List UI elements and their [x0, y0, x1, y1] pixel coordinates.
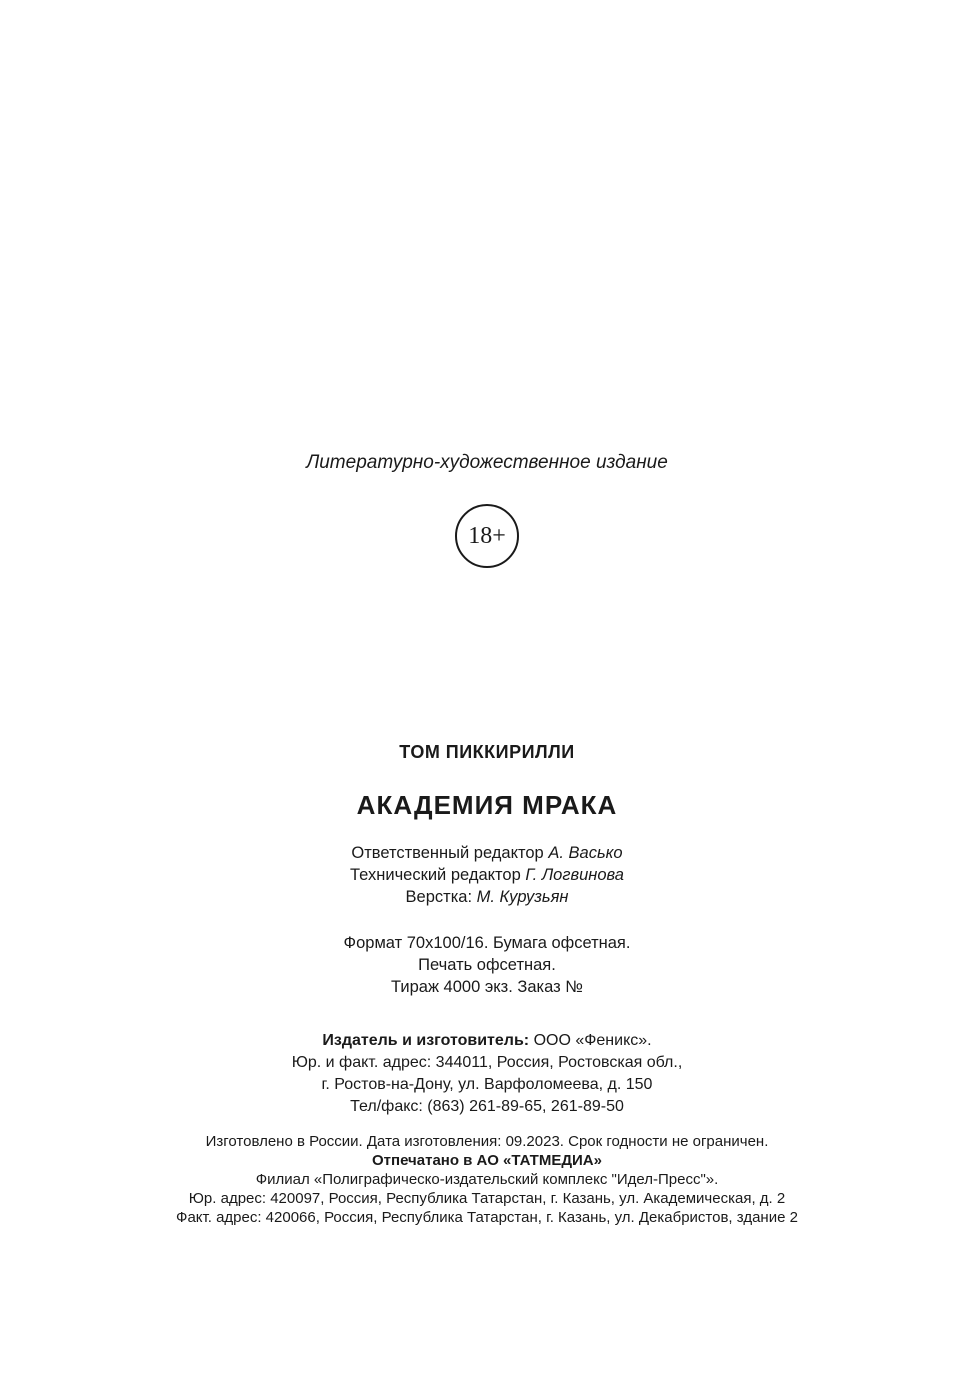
genre-label: Литературно-художественное издание [306, 452, 668, 473]
credit-person: Г. Логвинова [525, 866, 624, 884]
publisher-address: г. Ростов-на-Дону, ул. Варфоломеева, д. 150 [321, 1076, 653, 1093]
printed-by-line: Отпечатано в АО «ТАТМЕДИА» [372, 1152, 602, 1169]
publisher-name: ООО «Феникс». [533, 1032, 652, 1049]
credit-person: А. Васько [548, 844, 623, 862]
author-name: ТОМ ПИККИРИЛЛИ [399, 742, 575, 762]
age-rating-badge [455, 504, 519, 568]
credit-role: Верстка: [405, 888, 473, 906]
printer-block [0, 1132, 974, 1227]
publisher-address: Юр. и факт. адрес: 344011, Россия, Ростовская обл., [291, 1054, 683, 1071]
credit-line [0, 842, 974, 864]
printer-line: Филиал «Полиграфическо-издательский комплекс "Идел-Пресс"». [255, 1171, 719, 1188]
credits-block [0, 842, 974, 908]
age-rating-text: 18+ [468, 522, 506, 549]
credit-line [0, 864, 974, 886]
spec-line: Формат 70x100/16. Бумага офсетная. [343, 934, 631, 952]
credit-role: Ответственный редактор [351, 844, 544, 862]
spec-line: Печать офсетная. [418, 956, 556, 974]
publisher-label: Издатель и изготовитель: [322, 1032, 530, 1049]
printer-line: Юр. адрес: 420097, Россия, Республика Татарстан, г. Казань, ул. Академическая, д. 2 [188, 1190, 786, 1207]
book-title: АКАДЕМИЯ МРАКА [356, 790, 618, 820]
publisher-line [0, 1030, 974, 1052]
publisher-block [0, 1030, 974, 1118]
credit-role: Технический редактор [350, 866, 521, 884]
made-in-line: Изготовлено в России. Дата изготовления: 09.2023. Срок годности не ограничен. [205, 1133, 769, 1150]
publisher-phone: Тел/факс: (863) 261-89-65, 261-89-50 [350, 1098, 624, 1115]
credit-line [0, 886, 974, 908]
printer-line: Факт. адрес: 420066, Россия, Республика Татарстан, г. Казань, ул. Декабристов, здание 2 [176, 1209, 798, 1226]
spec-line: Тираж 4000 экз. Заказ № [391, 978, 583, 996]
print-specs-block [0, 932, 974, 998]
credit-person: М. Курузьян [476, 888, 569, 906]
